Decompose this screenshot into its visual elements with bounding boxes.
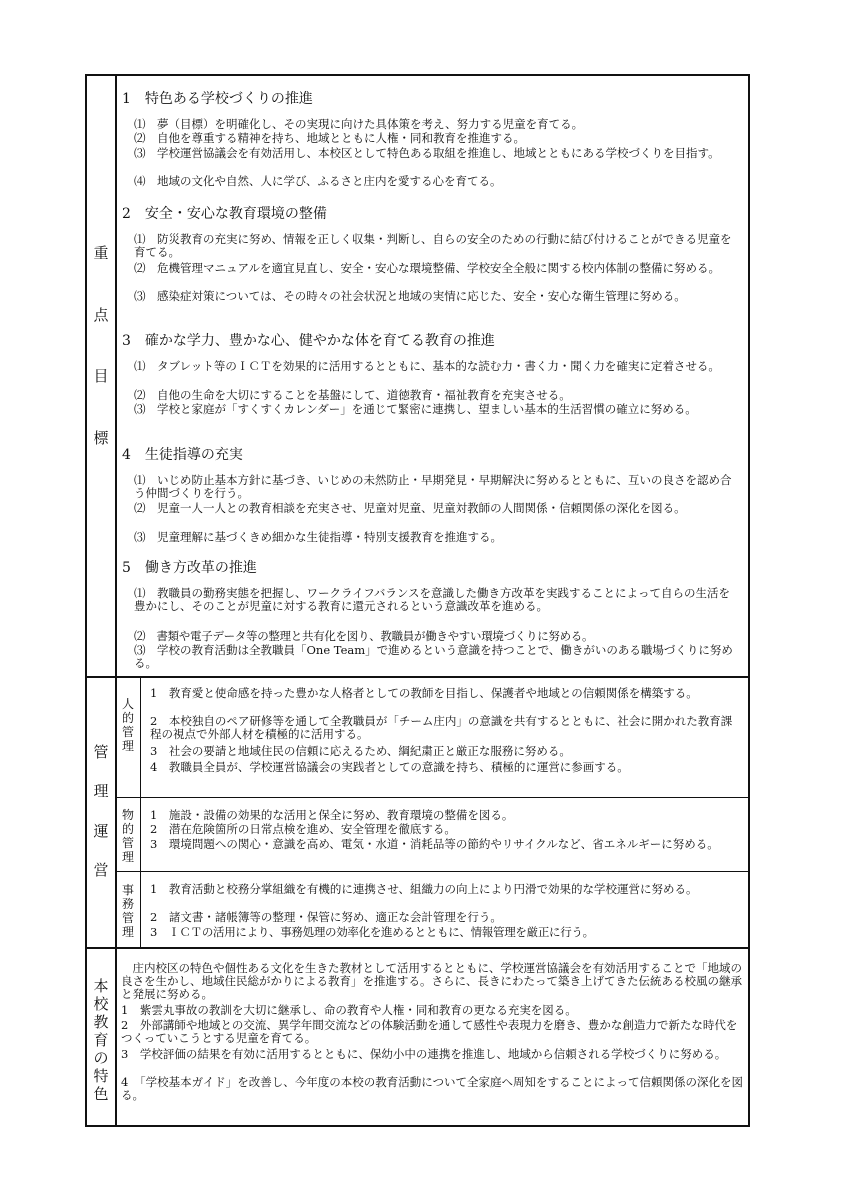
butteki-label [116,808,140,864]
juten-label-char: 目 [93,367,109,386]
list-item: 4 「学校基本ガイド」を改善し、今年度の本校の教育活動について全家庭へ周知をすることによって信頼関係の深化を図る。 [121,1075,743,1102]
list-item: ⑵ 危機管理マニュアルを適宜見直し、安全・安心な環境整備、学校安全全般に関する校内体制の整備に努める。 [134,261,721,275]
jinteki-label-char: 理 [121,739,134,753]
tokushoku-label-char: の [93,1049,109,1067]
section-title: 3 確かな学力、豊かな心、健やかな体を育てる教育の推進 [122,333,495,349]
list-item: 3 社会の要請と地域住民の信頼に応えるため、綱紀粛正と厳正な服務に努める。 [150,744,571,758]
kanri-label-char: 営 [93,860,109,879]
section-title: 4 生徒指導の充実 [122,447,243,463]
list-item: ⑴ 防災教育の充実に努め、情報を正しく収集・判断し、自らの安全のための行動に結び付けることができる児童を育てる。 [134,232,732,259]
list-item: ⑶ 学校と家庭が「すくすくカレンダー」を通じて緊密に連携し、望ましい基本的生活習慣の確立に努める。 [134,402,697,416]
jimu-label [116,883,140,939]
tokushoku-intro: 庄内校区の特色や個性ある文化を生きた教材として活用するとともに、学校運営協議会を有効活用することで「地域の良さを生かし、地域住民総がかりによる教育」を推進する。さらに、長きにわたって築き上げてきた伝統ある校風の継承と発展に努める。 [121,961,742,1001]
tokushoku-label-char: 育 [93,1031,109,1049]
list-item: ⑶ 学校の教育活動は全教職員「One Team」で進めるという意識を持つことで、働きがいのある職場づくりに努める。 [134,643,733,670]
list-item: 4 教職員全員が、学校運営協議会の実践者としての意識を持ち、積極的に運営に参画する。 [150,760,629,774]
jimu-label-char: 管 [121,911,134,925]
list-item: 2 本校独自のペア研修等を通して全教職員が「チーム庄内」の意識を共有するとともに、社会に開かれた教育課程の視点で外部人材を積極的に活用する。 [150,714,733,741]
tokushoku-label-char: 本 [93,977,109,995]
jimu-label-char: 務 [121,897,134,911]
jimu-label-char: 理 [121,925,134,939]
section-title: 2 安全・安心な教育環境の整備 [122,206,327,222]
butteki-label-char: 管 [121,836,134,850]
list-item: ⑴ 夢（目標）を明確化し、その実現に向けた具体策を考え、努力する児童を育てる。 [134,117,584,131]
tokushoku-label-char: 校 [93,995,109,1013]
list-item: ⑴ 教職員の勤務実態を把握し、ワークライフバランスを意識した働き方改革を実践することによって自らの生活を豊かにし、そのことが児童に対する教育に還元されるという意識改革を進める。 [134,586,731,613]
list-item: 2 潜在危険箇所の日常点検を進め、安全管理を徹底する。 [150,822,456,836]
kanri-label-char: 理 [93,782,109,801]
list-item: 2 諸文書・諸帳簿等の整理・保管に努め、適正な会計管理を行う。 [150,910,502,924]
list-item: ⑶ 児童理解に基づくきめ細かな生徒指導・特別支援教育を推進する。 [134,530,502,544]
juten-label-char: 標 [93,428,109,447]
tokushoku-label-char: 特 [93,1067,109,1085]
jinteki-label-char: 人 [121,697,134,711]
list-item: 3 学校評価の結果を有効に活用するとともに、保幼小中の連携を推進し、地域から信頼される学校づくりに努める。 [121,1047,727,1061]
list-item: ⑶ 感染症対策については、その時々の社会状況と地域の実情に応じた、安全・安心な衛生管理に努める。 [134,289,686,303]
list-item: ⑴ いじめ防止基本方針に基づき、いじめの未然防止・早期発見・早期解決に努めるとともに、互いの良さを認め合う仲間づくりを行う。 [134,473,732,500]
list-item: ⑵ 自他の生命を大切にすることを基盤にして、道徳教育・福祉教育を充実させる。 [134,388,571,402]
kanri-sublabel-divider [140,676,141,947]
kanri-label-char: 管 [93,743,109,761]
juten-label-char: 点 [93,305,109,324]
butteki-label-char: 理 [121,850,134,864]
list-item: ⑴ タブレット等のＩＣＴを効果的に活用するとともに、基本的な読む力・書く力・聞く力を確実に定着させる。 [134,359,720,373]
list-item: ⑵ 自他を尊重する精神を持ち、地域とともに人権・同和教育を推進する。 [134,131,525,145]
row-divider-tokushoku [85,947,750,949]
list-item: 1 教育愛と使命感を持った豊かな人格者としての教師を目指し、保護者や地域との信頼関係を構築する。 [150,686,698,700]
kanri-label-char: 運 [93,821,109,840]
tokushoku-label [87,977,115,1103]
jimu-label-char: 事 [121,883,134,897]
list-item: 3 環境問題への関心・意識を高め、電気・水道・消耗品等の節約やリサイクルなど、省エネルギーに努める。 [150,837,719,851]
list-item: ⑵ 書類や電子データ等の整理と共有化を図り、教職員が働きやすい環境づくりに努める。 [134,629,594,643]
butteki-label-char: 的 [121,822,134,836]
section-title: 1 特色ある学校づくりの推進 [122,91,313,107]
section-title: 5 働き方改革の推進 [122,560,257,576]
list-item: 2 外部講師や地域との交流、異学年間交流などの体験活動を通して感性や表現力を磨き、豊かな創造力で新たな時代をつくっていこうとする児童を育てる。 [121,1018,738,1045]
tokushoku-label-char: 色 [93,1085,109,1103]
kanri-label [87,745,115,878]
list-item: 1 紫雲丸事故の教訓を大切に継承し、命の教育や人権・同和教育の更なる充実を図る。 [121,1003,577,1017]
list-item: ⑶ 学校運営協議会を有効活用し、本校区として特色ある取組を推進し、地域とともにある学校づくりを目指す。 [134,146,720,160]
label-column-divider [115,74,117,1127]
kanri-subrow-divider-1 [115,797,750,798]
jinteki-label-char: 的 [121,711,134,725]
list-item: 1 施設・設備の効果的な活用と保全に努め、教育環境の整備を図る。 [150,808,514,822]
row-divider-kanri [85,676,750,678]
butteki-label-char: 物 [121,808,134,822]
list-item: 3 ＩＣＴの活用により、事務処理の効率化を進めるとともに、情報管理を厳正に行う。 [150,925,594,939]
list-item: 1 教育活動と校務分掌組織を有機的に連携させ、組織力の向上により円滑で効果的な学校運営に努める。 [150,882,698,896]
list-item: ⑵ 児童一人一人との教育相談を充実させ、児童対児童、児童対教師の人間関係・信頼関係の深化を図る。 [134,501,686,515]
tokushoku-label-char: 教 [93,1013,109,1031]
list-item: ⑷ 地域の文化や自然、人に学び、ふるさと庄内を愛する心を育てる。 [134,174,502,188]
kanri-subrow-divider-2 [115,871,750,872]
jinteki-label [116,697,140,753]
juten-label-char: 重 [93,244,109,262]
jinteki-label-char: 管 [121,725,134,739]
juten-label [87,246,115,446]
